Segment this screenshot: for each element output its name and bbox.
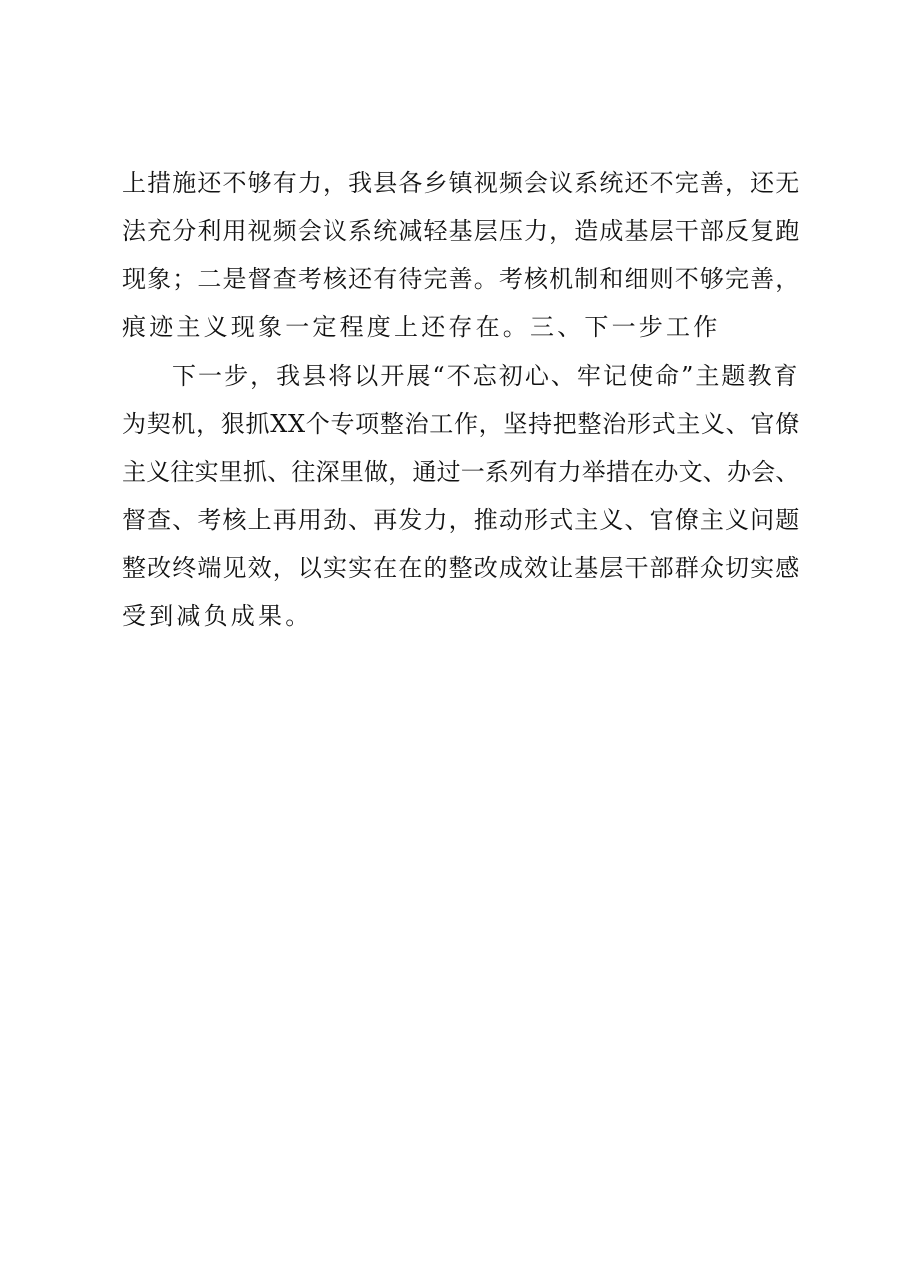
text-line-6: 为契机，狠抓XX个专项整治工作，坚持把整治形式主义、官僚	[122, 410, 800, 438]
text-line-10: 受到减负成果。	[122, 602, 313, 630]
text-line-9: 整改终端见效，以实实在在的整改成效让基层干部群众切实感	[122, 554, 801, 582]
text-line-4: 痕迹主义现象一定程度上还存在。三、下一步工作	[122, 313, 721, 341]
text-line-7: 主义往实里抓、往深里做，通过一系列有力举措在办文、办会、	[122, 458, 800, 486]
text-line-3: 现象；二是督查考核还有待完善。考核机制和细则不够完善，	[122, 265, 801, 293]
text-line-8: 督查、考核上再用劲、再发力，推动形式主义、官僚主义问题	[122, 506, 801, 534]
text-line-1: 上措施还不够有力，我县各乡镇视频会议系统还不完善，还无	[122, 169, 801, 197]
text-line-2: 法充分利用视频会议系统减轻基层压力，造成基层干部反复跑	[122, 217, 801, 245]
paragraph-start-line: 下一步，我县将以开展“不忘初心、牢记使命”主题教育	[172, 362, 800, 390]
